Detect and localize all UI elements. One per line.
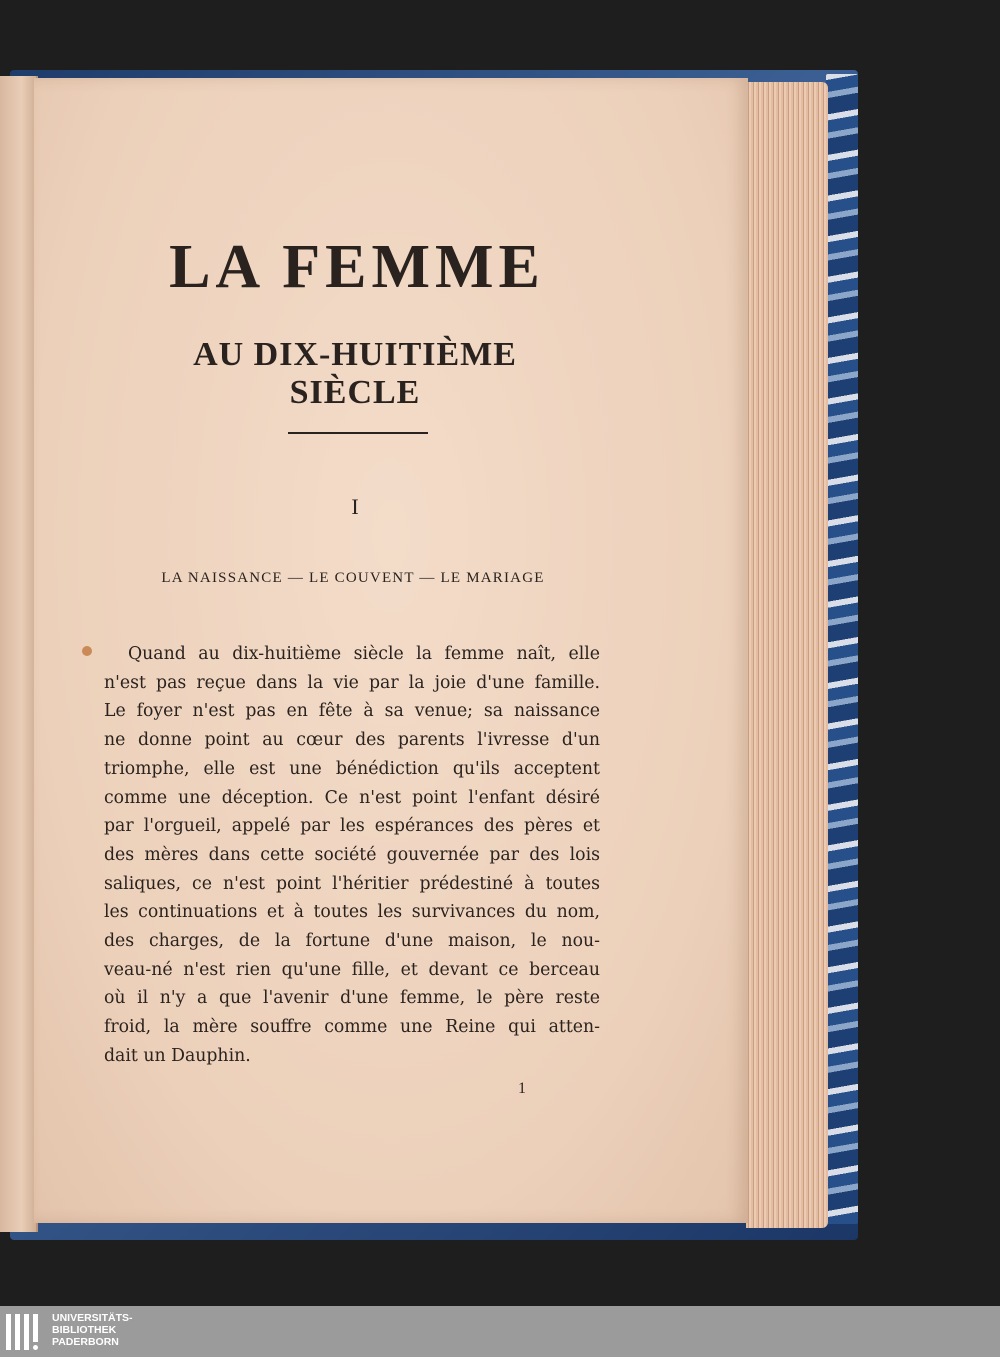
body-line: veau-né n'est rien qu'une fille, et devant ce berceau [104,959,600,980]
body-line: des charges, de la fortune d'une maison, le nou- [104,931,600,952]
title-rule [288,432,428,434]
body-line: triomphe, elle est une bénédiction qu'ils acceptent [104,758,600,779]
body-line: saliques, ce n'est point l'héritier prédestiné à toutes [104,873,600,894]
left-page-edge [0,76,38,1232]
page-block-edges [746,82,828,1228]
body-line: froid, la mère souffre comme une Reine qui atten- [104,1017,600,1038]
body-line: Quand au dix-huitième siècle la femme naît, elle [128,644,600,664]
body-text [104,640,600,1071]
chapter-heading: LA NAISSANCE — LE COUVENT — LE MARIAGE [161,570,545,586]
book-subtitle: AU DIX-HUITIÈME SIÈCLE [193,336,517,411]
marbled-edge [826,74,858,1224]
library-footer [0,1306,1000,1357]
page-number: 1 [518,1080,526,1097]
body-line: des mères dans cette société gouvernée par des lois [104,844,600,865]
logo-line: PADERBORN [52,1336,119,1348]
body-line: ne donne point au cœur des parents l'ivresse d'un [104,730,600,751]
logo-line: BIBLIOTHEK [52,1324,117,1336]
body-line: comme une déception. Ce n'est point l'enfant désiré [104,787,600,808]
library-logo-text [52,1312,133,1348]
body-line: par l'orgueil, appelé par les espérances des pères et [104,816,600,837]
logo-line: UNIVERSITÄTS- [52,1312,133,1324]
body-line: où il n'y a que l'avenir d'une femme, le père reste [104,988,600,1009]
chapter-number: I [351,494,359,519]
body-line: Le foyer n'est pas en fête à sa venue; sa naissance [104,701,600,722]
library-logo-icon [6,1314,42,1350]
body-line: dait un Dauphin. [104,1045,251,1066]
book-title: LA FEMME [169,233,545,301]
body-line: les continuations et à toutes les survivances du nom, [104,902,600,923]
ink-spot [82,646,92,656]
body-line: n'est pas reçue dans la vie par la joie d'une famille. [104,672,600,693]
